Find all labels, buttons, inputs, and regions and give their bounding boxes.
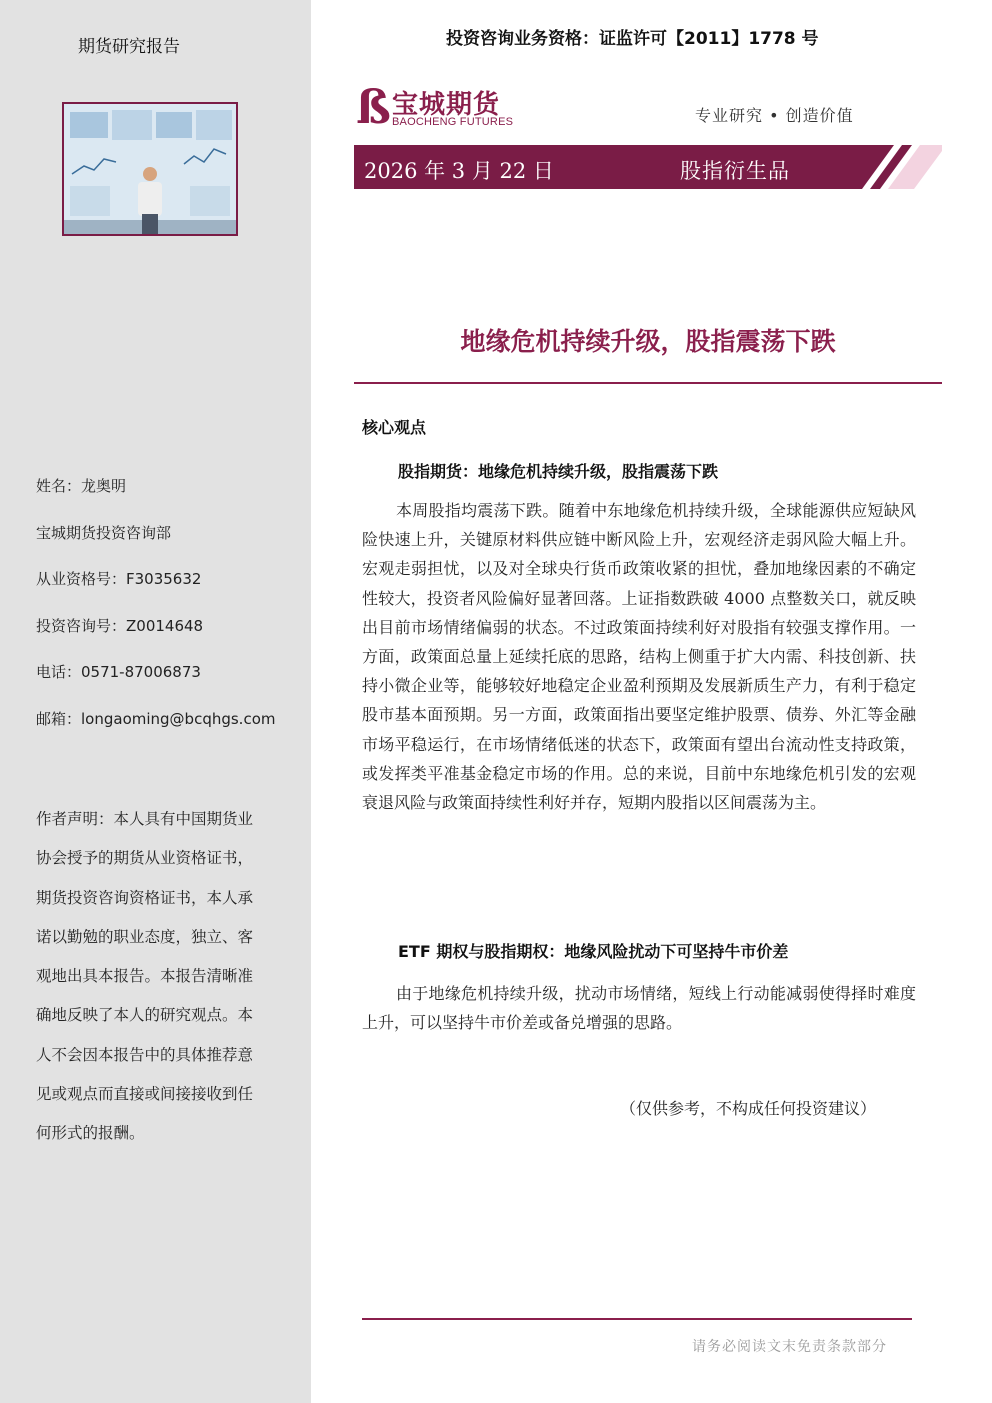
disclaimer: （仅供参考，不构成任何投资建议） (620, 1099, 877, 1118)
slogan: 专业研究 • 创造价值 (695, 106, 854, 125)
report-title: 地缘危机持续升级，股指震荡下跌 (460, 327, 836, 356)
footer-divider (362, 1318, 912, 1320)
email: 邮箱：longaoming@bcqhgs.com (36, 709, 276, 728)
license-text: 投资咨询业务资格：证监许可【2011】1778 号 (446, 29, 819, 49)
logo-en-text: BAOCHENG FUTURES (392, 116, 514, 128)
qualification-number: 从业资格号：F3035632 (36, 570, 202, 589)
sidebar (0, 0, 311, 1403)
footer-note: 请务必阅读文末免责条款部分 (692, 1339, 887, 1355)
author-declaration: 作者声明：本人具有中国期货业协会授予的期货从业资格证书，期货投资咨询资格证书，本人承诺以勤勉的职业态度，独立、客观地出具本报告。本报告清晰准确地反映了本人的研究观点。本人不会因本报告中的具体推荐意见或观点而直接或间接接收到任何形式的报酬。 (36, 810, 254, 1143)
title-divider (354, 382, 942, 384)
analyst-contact (36, 476, 296, 756)
phone: 电话：0571-87006873 (36, 663, 201, 682)
report-category: 股指衍生品 (680, 159, 790, 183)
department: 宝城期货投资咨询部 (36, 523, 172, 542)
company-logo (356, 82, 526, 132)
cover-image (62, 102, 238, 236)
logo-cn-text: 宝城期货 (392, 90, 501, 120)
date-banner (354, 145, 942, 189)
options-paragraph: 由于地缘危机持续升级，扰动市场情绪，短线上行动能减弱使得择时难度上升，可以坚持牛市价差或备兑增强的思路。 (362, 984, 916, 1033)
report-type-label: 期货研究报告 (78, 37, 180, 57)
logo-mark-icon: ß (356, 80, 391, 134)
analyst-name: 姓名：龙奥明 (36, 477, 127, 495)
consulting-number: 投资咨询号：Z0014648 (36, 616, 204, 635)
section-heading: 核心观点 (362, 418, 427, 437)
futures-paragraph: 本周股指均震荡下跌。随着中东地缘危机持续升级，全球能源供应短缺风险快速上升，关键原材料供应链中断风险上升，宏观经济走弱风险大幅上升。宏观走弱担忧，以及对全球央行货币政策收紧的担忧，叠加地缘因素的不确定性较大，投资者风险偏好显著回落。上证指数跌破 4000 点整数关口，就反映出目前市场情绪偏弱的状态。不过政策面持续利好对股指有较强支撑作用。一方面，政策面总量上延续托底的思路，结构上侧重于扩大内需、科技创新、扶持小微企业等，能够较好地稳定企业盈利预期及发展新质生产力，有利于稳定股市基本面预期。另一方面，政策面指出要坚定维护股票、债券、外汇等金融市场平稳运行，在市场情绪低迷的状态下，政策面有望出台流动性支持政策，或发挥类平准基金稳定市场的作用。总的来说，目前中东地缘危机引发的宏观衰退风险与政策面持续性利好并存，短期内股指以区间震荡为主。 (362, 501, 916, 813)
futures-heading: 股指期货：地缘危机持续升级，股指震荡下跌 (398, 462, 719, 481)
options-heading: ETF 期权与股指期权：地缘风险扰动下可坚持牛市价差 (398, 942, 789, 961)
report-date: 2026 年 3 月 22 日 (364, 159, 554, 183)
